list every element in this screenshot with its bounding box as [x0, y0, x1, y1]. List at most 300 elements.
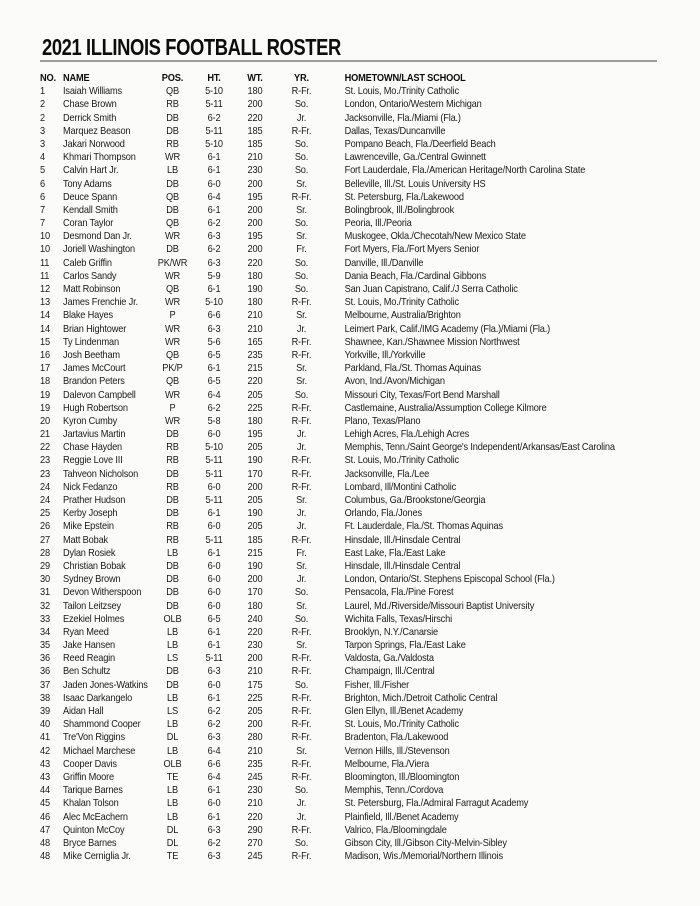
col-yr: R-Fr. — [291, 665, 312, 678]
col-no: 13 — [40, 296, 50, 309]
col-ht: 6-3 — [207, 731, 221, 744]
col-no: 25 — [40, 507, 50, 520]
col-wt: 205 — [247, 705, 263, 717]
roster-row — [40, 520, 660, 533]
col-no: 29 — [40, 559, 50, 572]
col-no: 32 — [40, 599, 50, 612]
col-ht: 5-11 — [205, 98, 223, 111]
col-hometown: Tarpon Springs, Fla./East Lake — [344, 639, 466, 652]
col-yr: So. — [294, 137, 309, 150]
col-no: 21 — [40, 428, 50, 441]
col-yr: Jr. — [296, 573, 307, 586]
col-ht: 6-1 — [207, 283, 221, 295]
col-yr: Jr. — [296, 810, 307, 823]
col-no: 34 — [40, 625, 50, 638]
col-wt: 215 — [247, 546, 263, 559]
col-pos: QB — [165, 217, 180, 230]
roster-row — [40, 296, 660, 309]
col-pos: DB — [166, 678, 179, 691]
col-hometown: Bloomington, Ill./Bloomington — [344, 770, 460, 783]
col-hometown: Plainfield, Ill./Benet Academy — [344, 810, 459, 823]
col-yr: Fr. — [296, 546, 307, 559]
col-pos: DB — [166, 243, 179, 256]
page-title: 2021 ILLINOIS FOOTBALL ROSTER — [42, 34, 341, 60]
col-yr: R-Fr. — [291, 533, 312, 546]
col-hometown: Brighton, Mich./Detroit Catholic Central — [344, 691, 498, 704]
col-no: 7 — [40, 217, 45, 230]
col-ht: 6-4 — [207, 770, 221, 783]
col-wt: 190 — [247, 454, 263, 467]
col-ht: 6-6 — [207, 309, 221, 322]
roster-row — [40, 335, 660, 348]
title-divider — [40, 60, 657, 62]
roster-row — [40, 322, 660, 335]
roster-table — [40, 71, 660, 863]
col-name: Bryce Barnes — [63, 836, 117, 849]
col-name: Hugh Robertson — [63, 401, 128, 414]
roster-row — [40, 480, 660, 493]
col-no: 19 — [40, 388, 50, 401]
col-name: Nick Fedanzo — [63, 480, 118, 493]
col-yr: Sr. — [296, 177, 307, 190]
col-wt: 210 — [247, 309, 263, 322]
roster-row — [40, 137, 660, 150]
col-no: 37 — [40, 678, 50, 691]
col-wt: 195 — [247, 190, 263, 203]
col-no: 38 — [40, 691, 50, 704]
col-ht: 5-9 — [207, 269, 221, 282]
col-hometown: Jacksonville, Fla./Miami (Fla.) — [344, 111, 461, 124]
col-no: 3 — [40, 137, 45, 150]
roster-row — [40, 427, 660, 440]
col-pos: DB — [166, 586, 179, 599]
roster-row — [40, 625, 660, 638]
col-wt: 240 — [247, 612, 263, 625]
col-ht: 6-2 — [207, 718, 221, 731]
col-pos: LB — [167, 164, 178, 177]
col-hometown: Champaign, Ill./Central — [344, 665, 435, 678]
col-yr: R-Fr. — [291, 652, 312, 665]
col-yr: So. — [294, 151, 309, 164]
col-ht: 6-0 — [207, 177, 221, 190]
col-pos: LB — [167, 744, 178, 757]
roster-row — [40, 124, 660, 137]
col-no: 15 — [40, 335, 50, 348]
col-name: Dylan Rosiek — [63, 546, 116, 559]
col-pos: QB — [165, 85, 180, 98]
col-yr: Jr. — [296, 520, 307, 533]
col-pos: RB — [166, 454, 179, 467]
col-ht: 6-3 — [207, 665, 221, 678]
col-ht: 6-0 — [207, 559, 221, 572]
col-wt: 175 — [247, 678, 263, 691]
col-hometown: Pompano Beach, Fla./Deerfield Beach — [344, 137, 496, 150]
col-no: 23 — [40, 467, 50, 480]
col-ht: 5-10 — [205, 85, 223, 98]
col-wt: 205 — [247, 520, 263, 533]
col-name: Prather Hudson — [63, 494, 126, 506]
col-name: Christian Bobak — [63, 559, 126, 572]
col-name: Quinton McCoy — [63, 823, 125, 836]
col-name: Aidan Hall — [63, 705, 104, 717]
col-ht: 6-1 — [207, 151, 221, 164]
roster-row — [40, 586, 660, 599]
col-yr: Jr. — [296, 111, 307, 124]
col-hometown: St. Louis, Mo./Trinity Catholic — [344, 718, 459, 731]
col-wt: 190 — [247, 559, 263, 572]
col-ht: 5-11 — [205, 494, 223, 506]
col-yr: Jr. — [296, 441, 307, 454]
roster-row — [40, 348, 660, 361]
col-hometown: Castlemaine, Australia/Assumption College Kilmore — [344, 401, 547, 414]
col-ht: 5-11 — [205, 533, 223, 546]
col-no: 3 — [40, 124, 45, 137]
roster-row — [40, 797, 660, 810]
col-pos: RB — [166, 441, 179, 454]
col-pos: LB — [167, 784, 178, 797]
roster-row — [40, 678, 660, 691]
col-wt: 230 — [247, 164, 263, 177]
col-no: 2 — [40, 111, 45, 124]
col-yr: R-Fr. — [291, 401, 312, 414]
col-ht: 6-1 — [207, 164, 221, 177]
col-hometown: St. Petersburg, Fla./Admiral Farragut Academy — [344, 797, 529, 810]
column-header-no: NO. — [40, 71, 56, 84]
col-no: 36 — [40, 652, 50, 665]
col-pos: LB — [167, 797, 178, 810]
roster-row — [40, 573, 660, 586]
col-no: 30 — [40, 573, 50, 586]
col-pos: WR — [164, 296, 181, 309]
col-pos: TE — [166, 770, 179, 783]
column-header-ht: HT. — [207, 71, 221, 84]
col-name: Reggie Love III — [63, 454, 123, 467]
roster-row — [40, 638, 660, 651]
col-name: Reed Reagin — [63, 652, 116, 665]
col-yr: So. — [294, 164, 309, 177]
col-wt: 180 — [247, 85, 263, 98]
col-no: 6 — [40, 177, 45, 190]
col-pos: P — [169, 401, 176, 414]
col-no: 4 — [40, 151, 45, 164]
col-name: Khalan Tolson — [63, 797, 119, 810]
col-wt: 235 — [247, 348, 263, 361]
col-hometown: St. Louis, Mo./Trinity Catholic — [344, 454, 459, 467]
col-no: 10 — [40, 230, 50, 243]
col-no: 43 — [40, 770, 50, 783]
col-name: Josh Beetham — [63, 348, 120, 361]
col-ht: 5-8 — [207, 414, 221, 427]
col-name: Chase Hayden — [63, 441, 123, 454]
col-wt: 215 — [247, 362, 263, 375]
col-no: 14 — [40, 309, 50, 322]
col-pos: LB — [167, 639, 178, 652]
col-pos: DB — [166, 665, 179, 678]
col-ht: 6-0 — [207, 586, 221, 599]
roster-row — [40, 216, 660, 229]
col-wt: 200 — [247, 718, 263, 731]
col-yr: R-Fr. — [291, 190, 312, 203]
col-ht: 6-1 — [207, 784, 221, 797]
col-wt: 180 — [247, 414, 263, 427]
col-pos: RB — [166, 533, 179, 546]
col-ht: 6-0 — [207, 573, 221, 586]
col-ht: 6-6 — [207, 757, 221, 770]
col-name: Blake Hayes — [63, 309, 113, 322]
col-wt: 230 — [247, 784, 263, 797]
roster-row — [40, 559, 660, 572]
col-wt: 165 — [247, 335, 263, 348]
col-no: 12 — [40, 283, 50, 295]
col-ht: 6-1 — [207, 810, 221, 823]
col-pos: QB — [165, 375, 180, 388]
col-wt: 170 — [247, 586, 263, 599]
col-ht: 6-1 — [207, 507, 221, 520]
col-hometown: Madison, Wis./Memorial/Northern Illinois — [344, 850, 503, 863]
col-wt: 200 — [247, 98, 263, 111]
col-ht: 5-10 — [205, 296, 223, 309]
col-no: 7 — [40, 203, 45, 216]
roster-row — [40, 731, 660, 744]
col-yr: R-Fr. — [291, 467, 312, 480]
col-no: 48 — [40, 836, 50, 849]
col-hometown: Shawnee, Kan./Shawnee Mission Northwest — [344, 335, 520, 348]
col-name: Chase Brown — [63, 98, 117, 111]
col-hometown: Avon, Ind./Avon/Michigan — [344, 375, 445, 388]
col-name: Desmond Dan Jr. — [63, 230, 132, 243]
roster-row — [40, 612, 660, 625]
column-header-name: NAME — [63, 71, 90, 84]
col-wt: 200 — [247, 203, 263, 216]
col-name: Tailon Leitzsey — [63, 599, 121, 612]
col-yr: Jr. — [296, 322, 307, 335]
col-yr: R-Fr. — [291, 823, 312, 836]
col-wt: 290 — [247, 823, 263, 836]
roster-row — [40, 151, 660, 164]
col-pos: OLB — [163, 757, 182, 770]
roster-row — [40, 784, 660, 797]
roster-row — [40, 203, 660, 216]
col-ht: 6-0 — [207, 599, 221, 612]
col-no: 42 — [40, 744, 50, 757]
col-ht: 6-0 — [207, 520, 221, 533]
col-hometown: Brooklyn, N.Y./Canarsie — [344, 625, 438, 638]
col-wt: 190 — [247, 507, 263, 520]
col-no: 28 — [40, 546, 50, 559]
col-ht: 5-11 — [205, 124, 223, 137]
col-pos: TE — [166, 850, 179, 863]
col-ht: 6-3 — [207, 823, 221, 836]
col-hometown: Fisher, Ill./Fisher — [344, 678, 410, 691]
col-ht: 6-1 — [207, 639, 221, 652]
col-hometown: London, Ontario/St. Stephens Episcopal School (Fla.) — [344, 573, 555, 586]
roster-row — [40, 546, 660, 559]
col-yr: So. — [294, 98, 309, 111]
col-hometown: Columbus, Ga./Brookstone/Georgia — [344, 494, 486, 506]
col-hometown: Fort Myers, Fla./Fort Myers Senior — [344, 243, 480, 256]
roster-row — [40, 243, 660, 256]
col-wt: 200 — [247, 243, 263, 256]
col-ht: 6-5 — [207, 612, 221, 625]
col-wt: 225 — [247, 401, 263, 414]
col-pos: DB — [166, 599, 179, 612]
col-hometown: Vernon Hills, Ill./Stevenson — [344, 744, 450, 757]
roster-row — [40, 230, 660, 243]
col-yr: Sr. — [296, 362, 307, 375]
col-no: 35 — [40, 639, 50, 652]
col-ht: 6-2 — [207, 705, 221, 717]
col-pos: DL — [166, 823, 179, 836]
col-wt: 185 — [247, 533, 263, 546]
col-pos: DB — [166, 559, 179, 572]
col-pos: QB — [165, 348, 180, 361]
col-yr: R-Fr. — [291, 335, 312, 348]
col-yr: R-Fr. — [291, 691, 312, 704]
col-name: Matt Bobak — [63, 533, 108, 546]
col-name: Ben Schultz — [63, 665, 111, 678]
col-name: Alec McEachern — [63, 810, 128, 823]
col-pos: QB — [165, 283, 180, 295]
col-no: 23 — [40, 454, 50, 467]
col-ht: 5-10 — [205, 441, 223, 454]
col-ht: 6-0 — [207, 480, 221, 493]
col-name: Mike Cerniglia Jr. — [63, 850, 131, 863]
col-wt: 205 — [247, 494, 263, 506]
col-yr: So. — [294, 269, 309, 282]
col-name: James McCourt — [63, 362, 126, 375]
col-wt: 185 — [247, 124, 263, 137]
roster-row — [40, 414, 660, 427]
col-name: Isaiah Williams — [63, 85, 122, 98]
col-wt: 200 — [247, 177, 263, 190]
col-ht: 6-2 — [207, 243, 221, 256]
col-hometown: Laurel, Md./Riverside/Missouri Baptist University — [344, 599, 535, 612]
col-yr: R-Fr. — [291, 705, 312, 717]
roster-row — [40, 269, 660, 282]
col-wt: 210 — [247, 797, 263, 810]
col-pos: RB — [166, 137, 179, 150]
col-no: 2 — [40, 98, 45, 111]
col-ht: 6-1 — [207, 362, 221, 375]
roster-rows — [40, 85, 660, 863]
col-no: 24 — [40, 480, 50, 493]
col-hometown: Missouri City, Texas/Fort Bend Marshall — [344, 388, 500, 401]
col-pos: DB — [166, 573, 179, 586]
col-pos: DB — [166, 507, 179, 520]
col-no: 16 — [40, 348, 50, 361]
col-wt: 200 — [247, 480, 263, 493]
col-no: 11 — [40, 256, 50, 269]
col-name: Michael Marchese — [63, 744, 136, 757]
col-pos: WR — [164, 414, 181, 427]
roster-row — [40, 177, 660, 190]
col-hometown: Bolingbrook, Ill./Bolingbrook — [344, 203, 455, 216]
col-name: Calvin Hart Jr. — [63, 164, 119, 177]
col-hometown: St. Petersburg, Fla./Lakewood — [344, 190, 464, 203]
col-wt: 220 — [247, 810, 263, 823]
col-no: 40 — [40, 718, 50, 731]
col-pos: DB — [166, 124, 179, 137]
col-no: 26 — [40, 520, 50, 533]
col-name: Joriell Washington — [63, 243, 135, 256]
col-ht: 6-1 — [207, 691, 221, 704]
col-wt: 220 — [247, 375, 263, 388]
column-header-yr: YR. — [294, 71, 309, 84]
col-no: 43 — [40, 757, 50, 770]
col-name: Kendall Smith — [63, 203, 118, 216]
roster-row — [40, 256, 660, 269]
col-name: Marquez Beason — [63, 124, 131, 137]
col-pos: LB — [167, 691, 178, 704]
col-pos: QB — [165, 190, 180, 203]
col-pos: OLB — [163, 612, 182, 625]
col-pos: WR — [164, 322, 181, 335]
col-yr: So. — [294, 586, 309, 599]
roster-row — [40, 599, 660, 612]
column-header-wt: WT. — [247, 71, 263, 84]
roster-row — [40, 849, 660, 862]
col-hometown: Gibson City, Ill./Gibson City-Melvin-Sibley — [344, 836, 507, 849]
col-pos: DB — [166, 467, 179, 480]
col-hometown: Muskogee, Okla./Checotah/New Mexico State — [344, 230, 526, 243]
col-yr: R-Fr. — [291, 348, 312, 361]
column-header-pos: POS. — [161, 71, 184, 84]
roster-row — [40, 282, 660, 295]
col-hometown: Lehigh Acres, Fla./Lehigh Acres — [344, 428, 470, 441]
col-no: 41 — [40, 731, 50, 744]
col-hometown: Jacksonville, Fla./Lee — [344, 467, 430, 480]
col-wt: 210 — [247, 322, 263, 335]
col-ht: 6-3 — [207, 322, 221, 335]
col-pos: WR — [164, 230, 181, 243]
col-wt: 200 — [247, 573, 263, 586]
col-pos: WR — [164, 388, 181, 401]
col-no: 33 — [40, 612, 50, 625]
col-no: 31 — [40, 586, 50, 599]
col-name: Derrick Smith — [63, 111, 117, 124]
col-pos: P — [169, 309, 176, 322]
col-wt: 220 — [247, 111, 263, 124]
col-wt: 230 — [247, 639, 263, 652]
col-yr: R-Fr. — [291, 770, 312, 783]
col-yr: So. — [294, 678, 309, 691]
col-wt: 200 — [247, 217, 263, 230]
col-ht: 5-10 — [205, 137, 223, 150]
col-no: 46 — [40, 810, 50, 823]
col-no: 22 — [40, 441, 50, 454]
col-hometown: Valrico, Fla./Bloomingdale — [344, 823, 447, 836]
col-name: Brian Hightower — [63, 322, 127, 335]
col-hometown: St. Louis, Mo./Trinity Catholic — [344, 296, 459, 309]
col-no: 27 — [40, 533, 50, 546]
col-yr: R-Fr. — [291, 85, 312, 98]
col-hometown: Yorkville, Ill./Yorkville — [344, 348, 426, 361]
roster-row — [40, 533, 660, 546]
col-pos: WR — [164, 269, 181, 282]
col-yr: Sr. — [296, 309, 307, 322]
col-wt: 245 — [247, 850, 263, 863]
col-ht: 6-2 — [207, 401, 221, 414]
col-name: Devon Witherspoon — [63, 586, 142, 599]
roster-row — [40, 823, 660, 836]
col-hometown: Ft. Lauderdale, Fla./St. Thomas Aquinas — [344, 520, 503, 533]
col-name: Jaden Jones-Watkins — [63, 678, 148, 691]
col-pos: WR — [164, 335, 181, 348]
col-yr: So. — [294, 612, 309, 625]
col-yr: R-Fr. — [291, 124, 312, 137]
col-name: Ryan Meed — [63, 625, 109, 638]
col-wt: 210 — [247, 151, 263, 164]
